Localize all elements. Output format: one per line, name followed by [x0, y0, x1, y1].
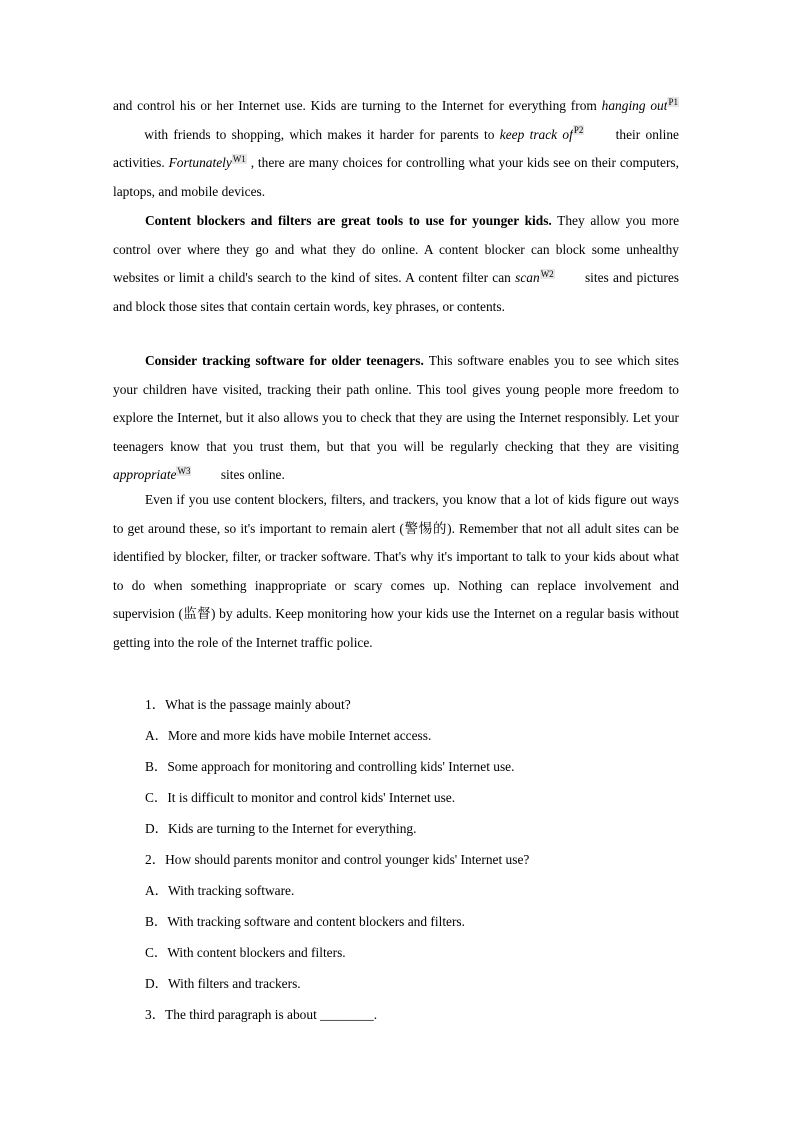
paragraph-2: [113, 207, 679, 321]
word-fortunately: Fortunately: [168, 155, 232, 171]
para1-text-1: and control his or her Internet use. Kids are turning to the Internet for everything from: [113, 98, 602, 113]
option-1a: A．More and more kids have mobile Internet access.: [145, 728, 432, 743]
gloss-marker-p1: P1: [668, 96, 678, 107]
para1-text-3: their online activities.: [113, 126, 679, 171]
question-2: 2．How should parents monitor and control younger kids' Internet use?: [145, 852, 530, 867]
para3-text-1: This software enables you to see which sites your children have visited, tracking their path online. This tool gives young people more freedom to explore the Internet, but it also allows you to check that they are using the Internet responsibly. Let your teenagers know that you trust them, but that you will be regularly checking that they are visiting: [113, 353, 679, 454]
phrase-hanging-out: hanging out: [601, 98, 668, 113]
word-appropriate: appropriate: [113, 467, 177, 483]
option-1c: C．It is difficult to monitor and control kids' Internet use.: [145, 790, 456, 805]
question-3: 3．The third paragraph is about ________.: [145, 1007, 378, 1022]
para3-topic-sentence: Consider tracking software for older teenagers.: [145, 353, 424, 368]
gloss-marker-w1: W1: [232, 153, 246, 164]
para1-text-2: with friends to shopping, which makes it harder for parents to: [139, 126, 500, 142]
phrase-keep-track-of: keep track of: [499, 126, 573, 142]
option-1d: D．Kids are turning to the Internet for everything.: [145, 821, 417, 836]
option-2d: D．With filters and trackers.: [145, 976, 301, 991]
paragraph-4: Even if you use content blockers, filters, and trackers, you know that a lot of kids figure out ways to get around these, so it's important to remain alert (警惕的). Remember that not all adult sites can be identified by blocker, filter, or tracker software. That's why it's important to talk to your kids about what to do when something inappropriate or scary comes up. Nothing can replace involvement and supervision (监督) by adults. Keep monitoring how your kids use the Internet on a regular basis without getting into the role of the Internet traffic police.: [113, 492, 679, 650]
para2-text-2: sites and pictures and block those sites that contain certain words, key phrases, or contents.: [113, 270, 680, 314]
gloss-marker-p2: P2: [573, 125, 584, 136]
para3-text-2: sites online.: [217, 467, 285, 483]
para2-topic-sentence: Content blockers and filters are great tools to use for younger kids.: [145, 213, 552, 228]
paragraph-1: [113, 92, 679, 206]
para1-text-4: , there are many choices for controlling what your kids see on their computers, laptops, and mobile devices.: [113, 155, 679, 199]
option-1b: B．Some approach for monitoring and controlling kids' Internet use.: [145, 759, 515, 774]
question-1: 1．What is the passage mainly about?: [145, 697, 351, 712]
gloss-marker-w3: W3: [177, 465, 191, 476]
para2-text-1: They allow you more control over where they go and what they do online. A content blocker can block some unhealthy websites or limit a child's search to the kind of sites. A content filter can: [113, 213, 680, 286]
option-2b: B．With tracking software and content blockers and filters.: [145, 914, 465, 929]
word-scan: scan: [515, 270, 540, 286]
paragraph-3: [113, 347, 679, 490]
option-2c: C．With content blockers and filters.: [145, 945, 346, 960]
gloss-marker-w2: W2: [540, 268, 554, 279]
option-2a: A．With tracking software.: [145, 883, 295, 898]
